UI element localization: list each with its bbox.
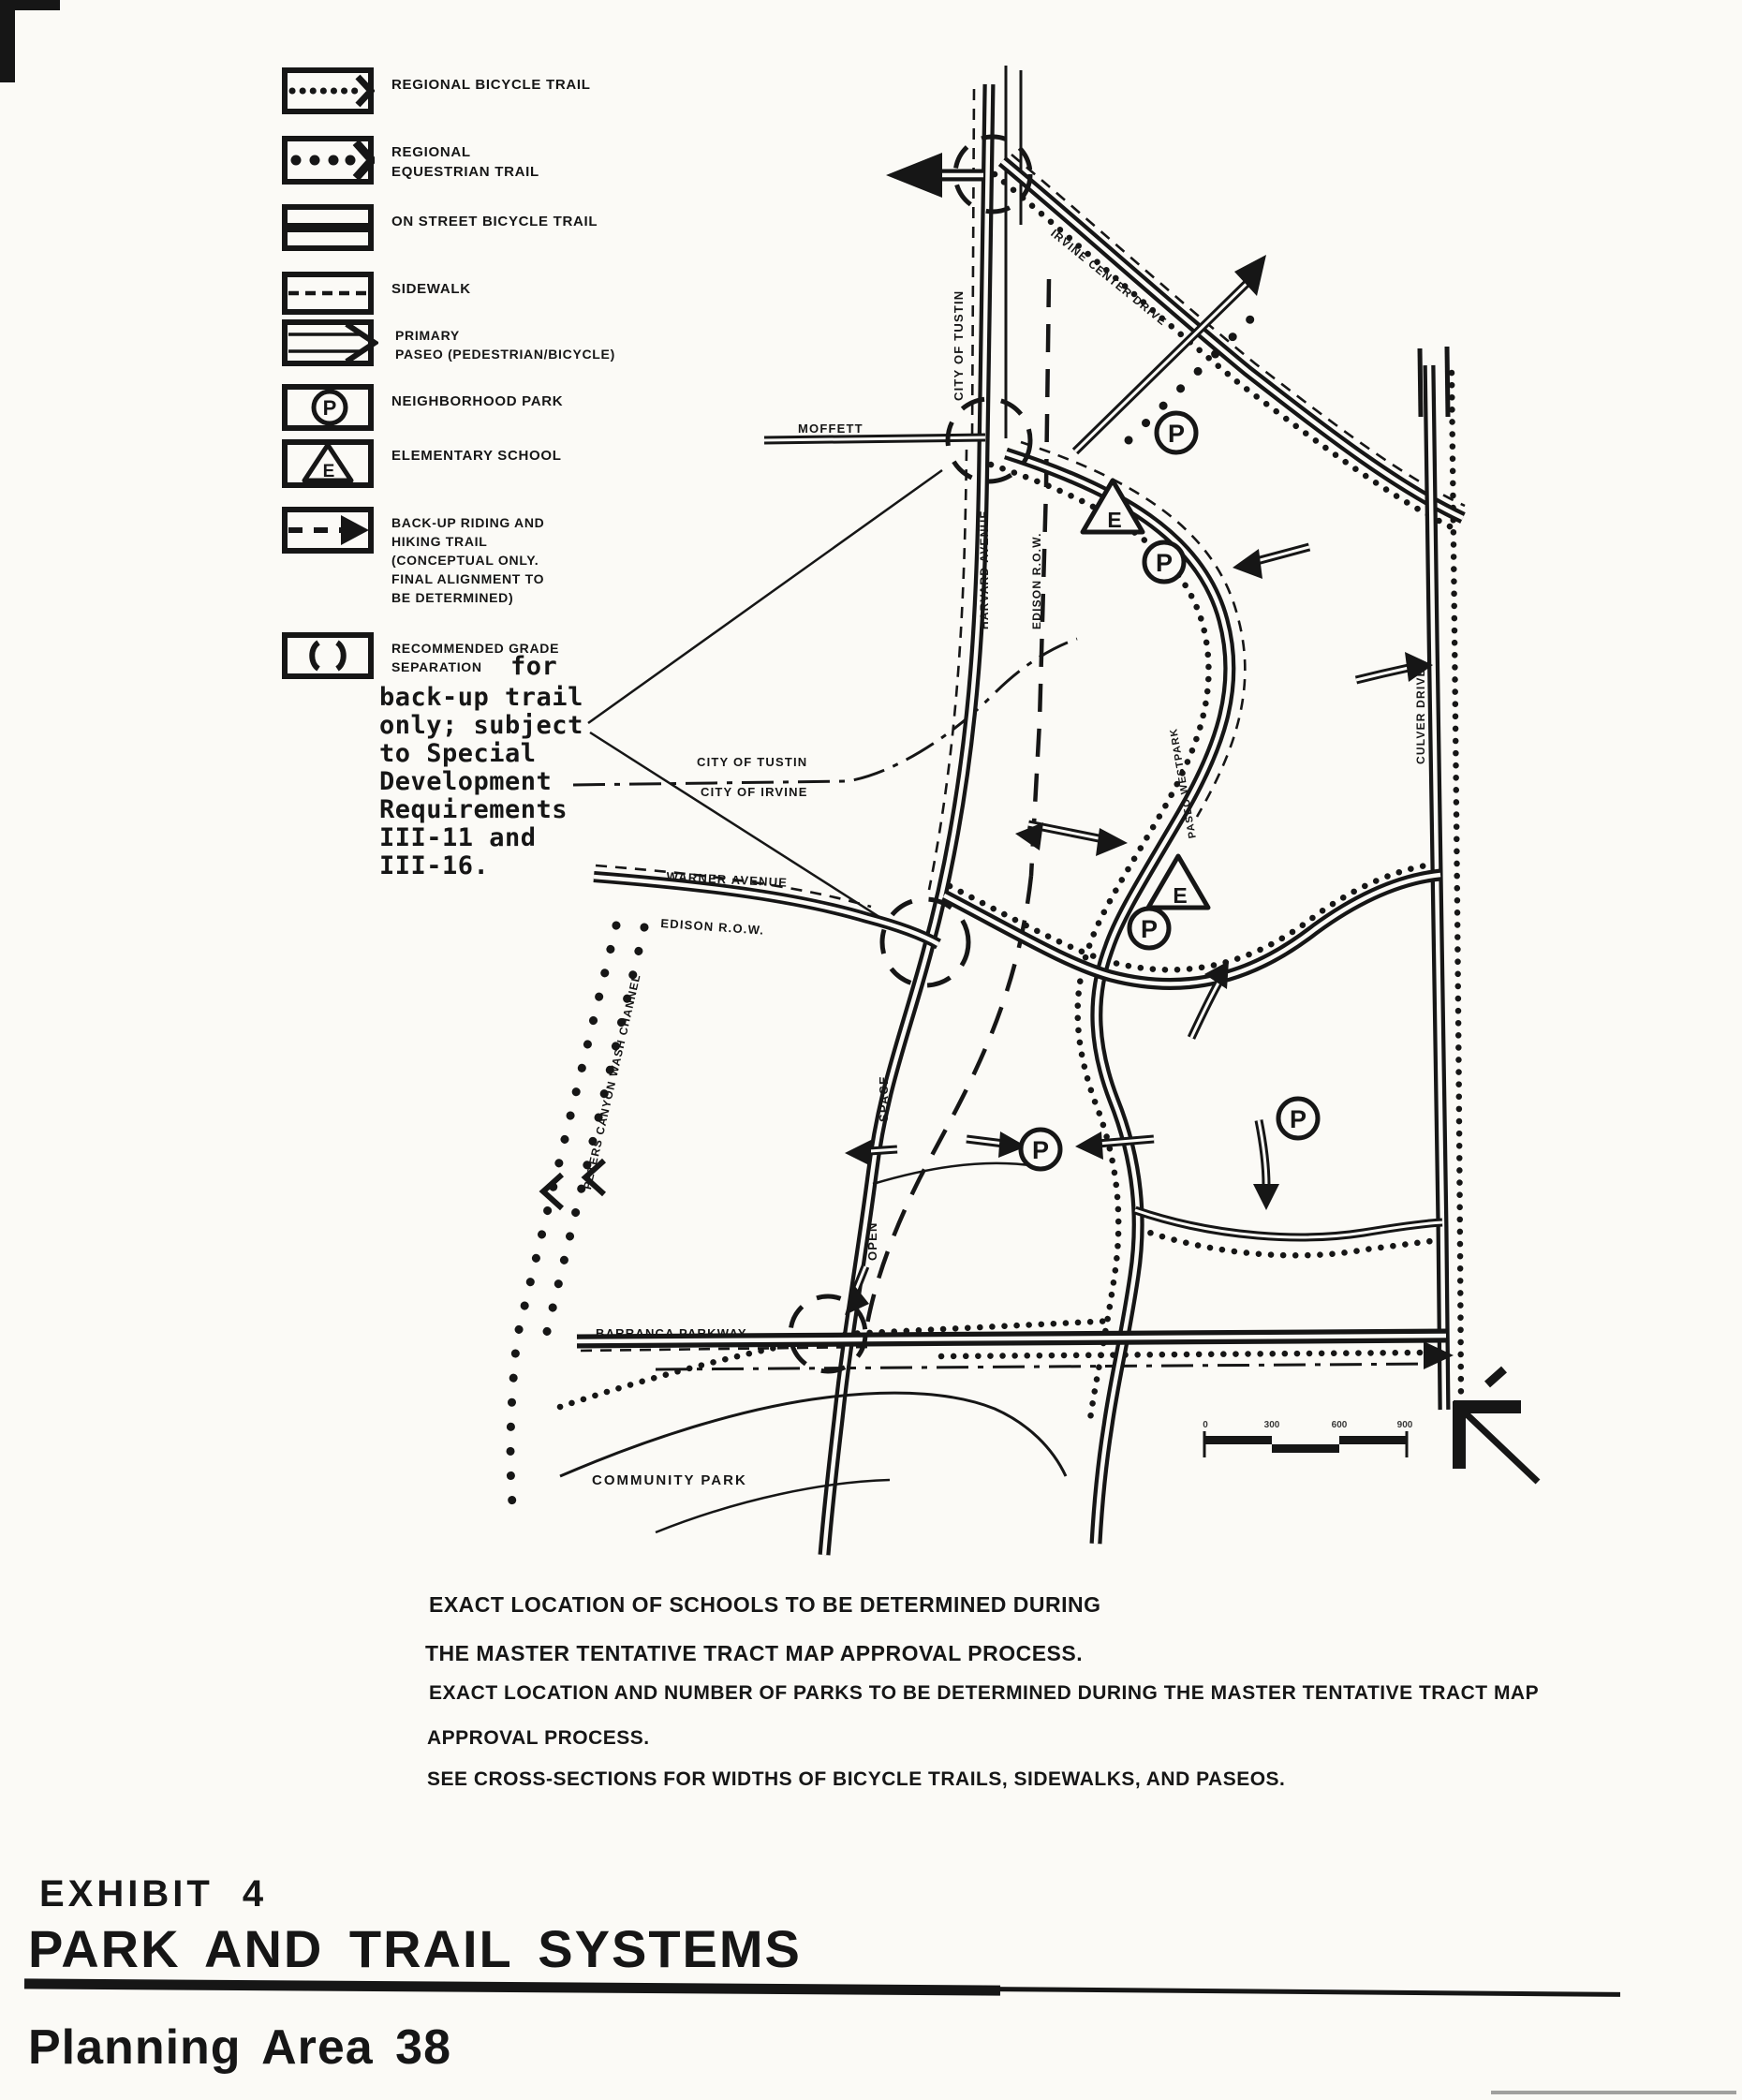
primary-paseo-symbol bbox=[281, 317, 378, 369]
label-culver-drive: CULVER DRIVE bbox=[1414, 668, 1427, 764]
north-arrow-icon bbox=[1454, 1369, 1538, 1482]
label-city-of-tustin-top: CITY OF TUSTIN bbox=[952, 289, 966, 401]
note-schools-1: EXACT LOCATION OF SCHOOLS TO BE DETERMINED DURING bbox=[429, 1592, 1101, 1617]
neighborhood-park-icon bbox=[1157, 413, 1196, 452]
label-paseo-westpark: PASEO WESTPARK bbox=[1168, 727, 1199, 839]
legend-item-primary-paseo bbox=[281, 317, 615, 369]
legend-label: REGIONAL BICYCLE TRAIL bbox=[391, 77, 591, 93]
legend-label: ON STREET BICYCLE TRAIL bbox=[391, 214, 598, 229]
legend-label: PASEO (PEDESTRIAN/BICYCLE) bbox=[395, 347, 615, 362]
bottom-right-rule bbox=[1491, 2091, 1736, 2094]
regional-bicycle-trail-symbol bbox=[281, 66, 375, 116]
sidewalk-symbol bbox=[281, 270, 375, 317]
note-parks-1: EXACT LOCATION AND NUMBER OF PARKS TO BE DETERMINED DURING THE MASTER TENTATIVE TRACT MAP bbox=[429, 1682, 1540, 1704]
label-irvine-center-drive: IRVINE CENTER DRIVE bbox=[1048, 227, 1170, 329]
legend-label: SEPARATION bbox=[391, 659, 482, 674]
label-city-of-tustin: CITY OF TUSTIN bbox=[697, 755, 808, 769]
backup-riding-hiking-trail-symbol bbox=[281, 504, 375, 556]
arrow-into-school-north bbox=[1233, 547, 1309, 579]
page-title: PARK AND TRAIL SYSTEMS bbox=[28, 1919, 802, 1978]
recommended-grade-separation-symbol bbox=[281, 629, 375, 682]
arrow-west-open-space bbox=[845, 1140, 897, 1166]
community-park-outline bbox=[560, 1393, 1066, 1532]
label-moffett: MOFFETT bbox=[798, 421, 864, 436]
arrow-up-to-mid-road bbox=[1191, 961, 1229, 1038]
grade-separation-typed-note: for bbox=[510, 652, 558, 681]
svg-text:E: E bbox=[1173, 883, 1188, 908]
label-barranca-parkway: BARRANCA PARKWAY bbox=[596, 1326, 747, 1340]
elementary-school-symbol bbox=[281, 436, 375, 491]
legend-label: HIKING TRAIL bbox=[391, 534, 488, 549]
arrow-pair-mid bbox=[1015, 822, 1128, 856]
legend-item-regional-equestrian-trail bbox=[281, 133, 539, 187]
svg-text:E: E bbox=[322, 462, 335, 481]
legend-item-regional-bicycle-trail bbox=[281, 66, 591, 116]
svg-text:E: E bbox=[1107, 508, 1122, 532]
legend-label: RECOMMENDED GRADE bbox=[391, 641, 560, 656]
road-moffett bbox=[764, 437, 985, 440]
legend-item-neighborhood-park bbox=[281, 382, 563, 433]
svg-text:P: P bbox=[1140, 915, 1159, 943]
neighborhood-park-icon bbox=[1129, 909, 1169, 948]
note-cross-sections: SEE CROSS-SECTIONS FOR WIDTHS OF BICYCLE TRAILS, SIDEWALKS, AND PASEOS. bbox=[427, 1768, 1286, 1790]
label-harvard-avenue: HARVARD AVENUE bbox=[978, 510, 991, 629]
city-boundary-line bbox=[573, 639, 1077, 785]
legend-item-on-street-bicycle-trail bbox=[281, 202, 598, 253]
svg-text:0: 0 bbox=[1203, 1420, 1208, 1430]
label-open-space-upper: SPACE bbox=[877, 1075, 891, 1122]
label-edison-row: EDISON R.O.W. bbox=[659, 916, 765, 938]
arrow-down-lower-loop bbox=[1253, 1120, 1279, 1210]
legend-item-sidewalk bbox=[281, 270, 471, 317]
scale-bar bbox=[1203, 1420, 1413, 1457]
svg-text:900: 900 bbox=[1396, 1420, 1413, 1430]
svg-text:P: P bbox=[322, 396, 337, 420]
paseo-arrows bbox=[845, 153, 1454, 1369]
legend-label: ELEMENTARY SCHOOL bbox=[391, 448, 562, 464]
legend-label: BE DETERMINED) bbox=[391, 590, 514, 605]
legend-label: SIDEWALK bbox=[391, 281, 471, 297]
road-harvard-avenue bbox=[824, 66, 1021, 1555]
leader-lines bbox=[588, 470, 942, 924]
svg-text:P: P bbox=[1031, 1136, 1050, 1164]
park-symbols bbox=[1021, 413, 1318, 1169]
note-parks-2: APPROVAL PROCESS. bbox=[427, 1727, 650, 1749]
neighborhood-park-icon bbox=[1144, 542, 1184, 582]
neighborhood-park-icon bbox=[1278, 1099, 1318, 1138]
legend-item-elementary-school bbox=[281, 436, 562, 491]
exhibit-number: EXHIBIT 4 bbox=[39, 1873, 268, 1915]
label-city-of-irvine: CITY OF IRVINE bbox=[701, 785, 808, 799]
label-open-space-lower: OPEN bbox=[865, 1221, 879, 1261]
legend-label: BACK-UP RIDING AND bbox=[391, 515, 545, 530]
label-peters-canyon-wash-channel: PETERS CANYON WASH CHANNEL bbox=[581, 972, 643, 1191]
open-space-boundary bbox=[873, 1163, 1036, 1184]
legend-label: FINAL ALIGNMENT TO bbox=[391, 571, 545, 586]
label-edison-row-top: EDISON R.O.W. bbox=[1030, 532, 1043, 629]
legend-label: EQUESTRIAN TRAIL bbox=[391, 164, 539, 180]
on-street-bicycle-trail-symbol bbox=[281, 202, 375, 253]
legend-label: PRIMARY bbox=[395, 328, 460, 343]
label-community-park: COMMUNITY PARK bbox=[592, 1472, 747, 1488]
grade-separation-circles bbox=[790, 137, 1030, 1371]
svg-text:600: 600 bbox=[1331, 1420, 1348, 1430]
grade-separation-typed-note: back-up trail only; subject to Special Development Requirements III-11 and III-16. bbox=[379, 683, 583, 880]
planning-area-subtitle: Planning Area 38 bbox=[28, 2020, 451, 2075]
road-lower-collector bbox=[1135, 1210, 1442, 1237]
svg-text:300: 300 bbox=[1263, 1420, 1280, 1430]
arrow-west-offsite bbox=[886, 153, 983, 198]
svg-text:P: P bbox=[1155, 549, 1174, 577]
neighborhood-park-symbol bbox=[281, 382, 375, 433]
svg-text:P: P bbox=[1167, 420, 1186, 448]
neighborhood-park-icon bbox=[1021, 1130, 1060, 1169]
legend-label: (CONCEPTUAL ONLY. bbox=[391, 553, 539, 568]
legend-item-backup-riding-hiking-trail bbox=[281, 504, 545, 607]
label-warner-avenue: WARNER AVENUE bbox=[666, 869, 789, 890]
legend-label: REGIONAL bbox=[391, 144, 471, 160]
svg-text:P: P bbox=[1289, 1105, 1307, 1133]
regional-equestrian-trail-symbol bbox=[281, 133, 375, 187]
note-schools-2: THE MASTER TENTATIVE TRACT MAP APPROVAL PROCESS. bbox=[425, 1641, 1084, 1665]
legend-label: NEIGHBORHOOD PARK bbox=[391, 393, 564, 409]
